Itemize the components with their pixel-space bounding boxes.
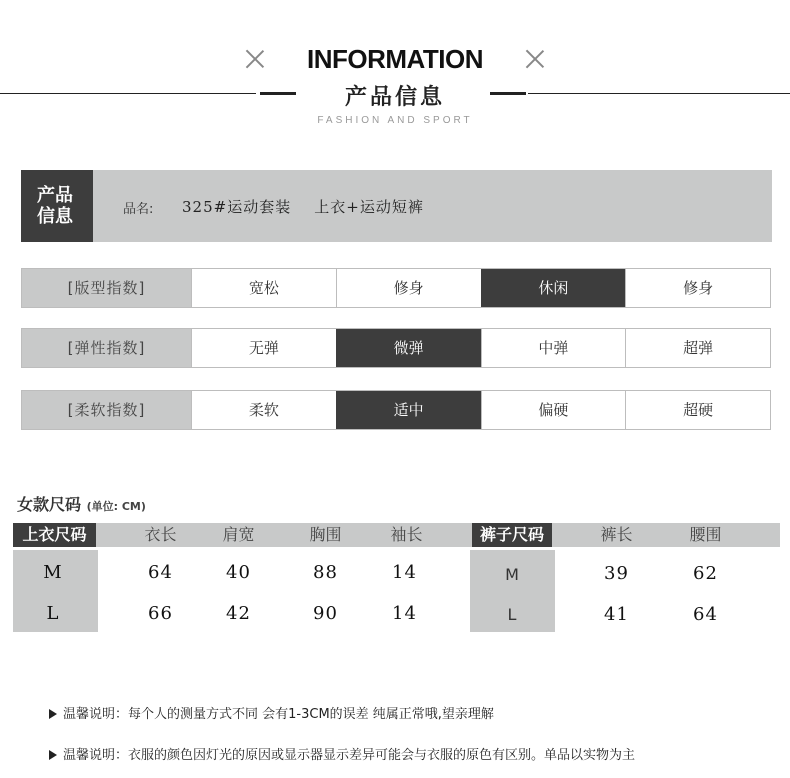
- pants-size-m: M: [505, 565, 520, 584]
- stretch-option-none: 无弹: [191, 329, 336, 367]
- pants-size-label: 裤子尺码: [472, 523, 552, 547]
- col-sleeve: 袖长: [390, 525, 423, 544]
- top-m-shoulder: 40: [226, 562, 251, 583]
- fit-option-loose: 宽松: [191, 269, 336, 307]
- page-caption: FASHION AND SPORT: [317, 115, 473, 126]
- play-triangle-icon: [49, 709, 57, 719]
- pants-l-length: 41: [604, 604, 629, 625]
- product-name-value: 325#运动套装 上衣+运动短裤: [182, 198, 424, 216]
- top-l-shoulder: 42: [226, 603, 251, 624]
- pants-m-waist: 62: [693, 563, 718, 584]
- col-length: 衣长: [144, 525, 177, 544]
- softness-option-stiff: 偏硬: [481, 391, 626, 429]
- product-tag-line1: 产品: [37, 185, 73, 206]
- stretch-option-medium: 中弹: [481, 329, 626, 367]
- note-2-text: 温馨说明：衣服的颜色因灯光的原因或显示器显示差异可能会与衣服的原色有区别。单品以实物为主: [63, 748, 636, 763]
- product-info-bar: [21, 170, 772, 242]
- product-info-tag: [21, 170, 93, 242]
- col-chest: 胸围: [309, 525, 342, 544]
- page-title: INFORMATION: [307, 44, 483, 74]
- top-size-label: 上衣尺码: [13, 523, 96, 547]
- note-2: [49, 744, 635, 763]
- top-size-m: M: [43, 562, 63, 583]
- softness-index-row: [21, 390, 771, 430]
- softness-option-moderate: 适中: [336, 391, 481, 429]
- top-l-length: 66: [148, 603, 173, 624]
- product-name-label: 品名:: [123, 202, 154, 217]
- size-title-text: 女款尺码: [17, 495, 82, 514]
- stretch-index-row: [21, 328, 771, 368]
- top-l-sleeve: 14: [392, 603, 417, 624]
- play-triangle-icon: [49, 750, 57, 760]
- fit-option-slim-2: 修身: [625, 269, 770, 307]
- size-section-title: [17, 492, 146, 515]
- top-m-chest: 88: [313, 562, 338, 583]
- stretch-option-slight: 微弹: [336, 329, 481, 367]
- top-l-chest: 90: [313, 603, 338, 624]
- note-1: [49, 703, 494, 722]
- pants-l-waist: 64: [693, 604, 718, 625]
- pants-size-l: L: [507, 605, 518, 624]
- note-1-text: 温馨说明：每个人的测量方式不同 会有1-3CM的误差 纯属正常哦,望亲理解: [63, 707, 494, 722]
- col-shoulder: 肩宽: [222, 525, 255, 544]
- stretch-index-label: [弹性指数]: [22, 329, 191, 367]
- size-table-header: [13, 523, 780, 547]
- col-pants-length: 裤长: [600, 525, 633, 544]
- page-subtitle: 产品信息: [344, 85, 445, 110]
- fit-option-casual: 休闲: [481, 269, 626, 307]
- top-size-l: L: [46, 603, 60, 624]
- pants-m-length: 39: [604, 563, 629, 584]
- fit-index-row: [21, 268, 771, 308]
- fit-index-label: [版型指数]: [22, 269, 191, 307]
- fit-option-slim: 修身: [336, 269, 481, 307]
- top-m-sleeve: 14: [392, 562, 417, 583]
- top-m-length: 64: [148, 562, 173, 583]
- col-waist: 腰围: [689, 525, 722, 544]
- softness-option-super-stiff: 超硬: [625, 391, 770, 429]
- size-unit: (单位: CM): [86, 500, 146, 513]
- softness-option-soft: 柔软: [191, 391, 336, 429]
- softness-index-label: [柔软指数]: [22, 391, 191, 429]
- product-tag-line2: 信息: [37, 206, 73, 227]
- stretch-option-super: 超弹: [625, 329, 770, 367]
